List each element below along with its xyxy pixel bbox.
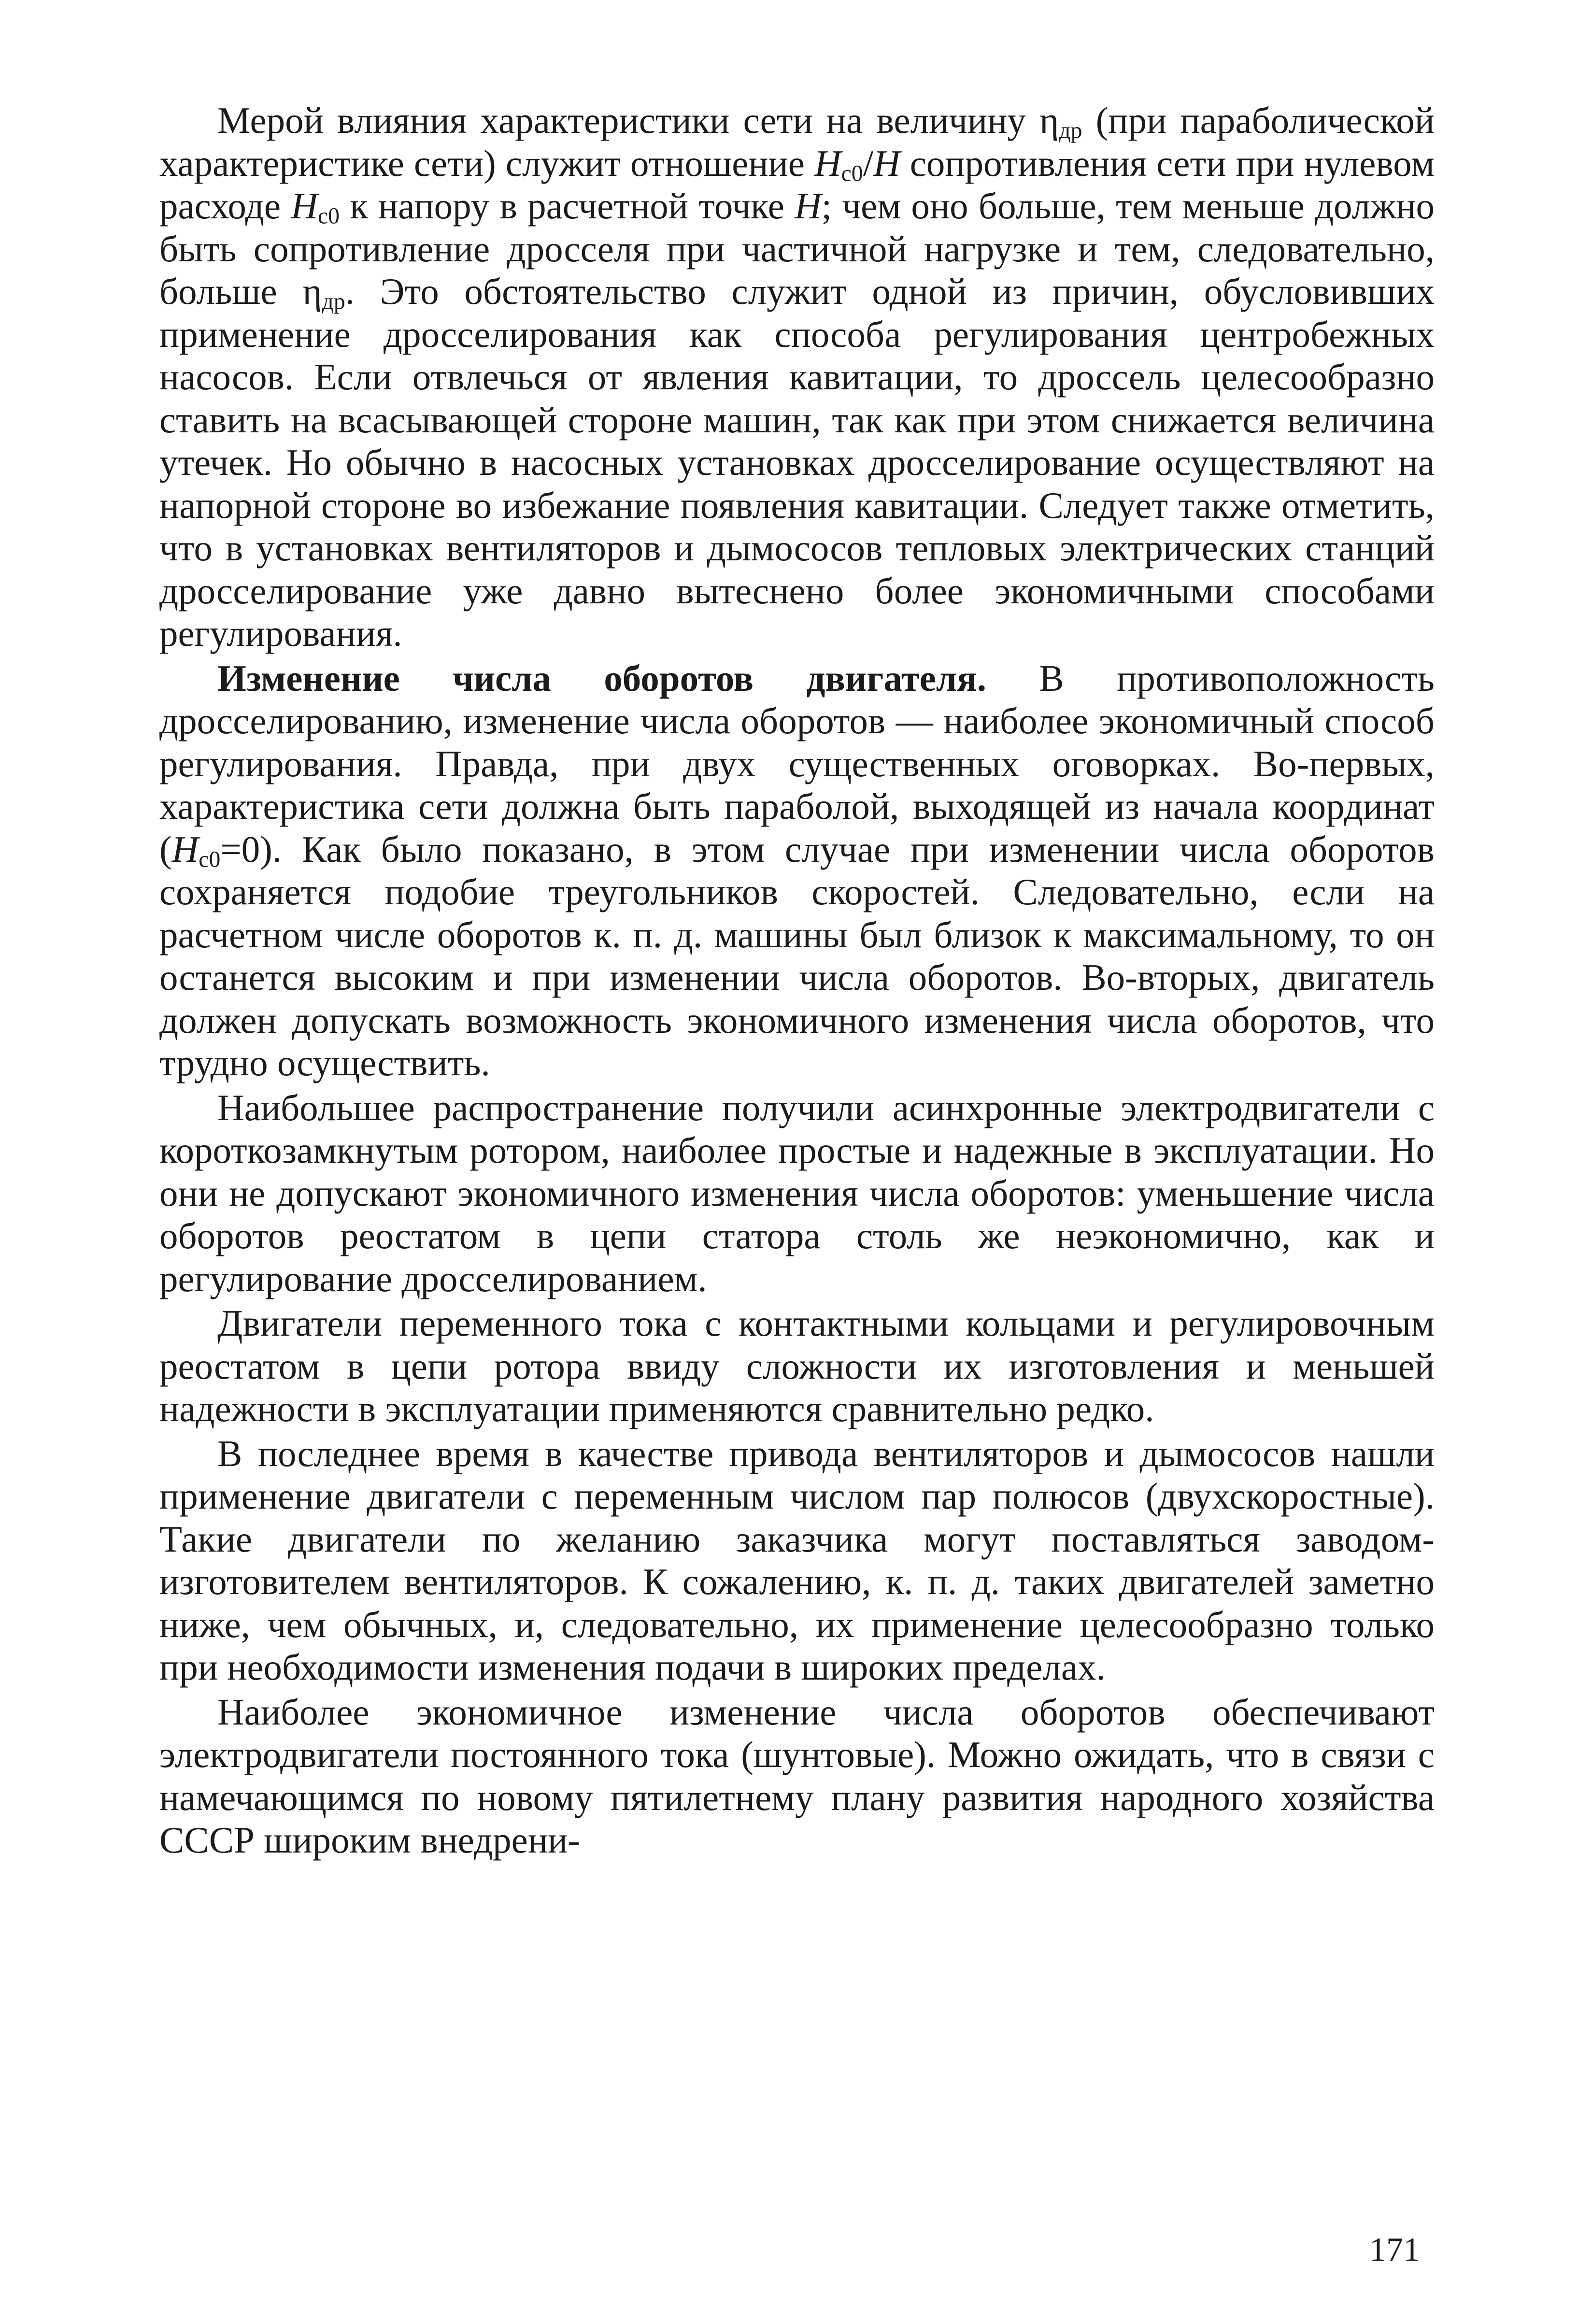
text-run: =0). Как было показано, в этом случае при изменении числа оборотов сохраняется подобие треугольников скоростей. Следовательно, если на расчетном числе оборотов к. п. д. машины был близок к максимальному, то он останется высоким и при изменении числа оборотов. Во-вторых, двигатель должен допускать возможность экономичного изменения числа оборотов, что трудно осуществить. [159, 828, 1435, 1084]
text-run: Наибольшее распространение получили асинхронные электродвигатели с короткозамкнутым ротором, наиболее простые и надежные в эксплуатации. Но они не допускают экономичного изменения числа оборотов: уменьшение числа оборотов реостатом в цепи статора столь же неэкономично, как и регулирование дросселированием. [159, 1086, 1435, 1299]
math-symbol: H [795, 185, 822, 227]
subscript: c0 [199, 846, 221, 872]
paragraph-3 [159, 1086, 1435, 1300]
math-symbol: H [291, 185, 318, 227]
text-run: . Это обстоятельство служит одной из причин, обусловивших применение дросселирования как способа регулирования центробежных насосов. Если отвлечься от явления кавитации, то дроссель целесообразно ставить на всасывающей стороне машин, так как при этом снижается величина утечек. Но обычно в насосных установках дросселирование осуществляют на напорной стороне во избежание появления кавитации. Следует также отметить, что в установках вентиляторов и дымососов тепловых электрических станций дросселирование уже давно вытеснено более экономичными способами регулирования. [159, 271, 1435, 654]
text-run: ; чем оно больше, тем меньше должно быть сопротивление дросселя при частичной нагрузке и тем, следовательно, больше η [159, 185, 1435, 312]
math-symbol: H [171, 828, 199, 870]
text-run: В противоположность дросселированию, изменение числа оборотов — наиболее экономичный способ регулирования. Правда, при двух существенных оговорках. Во-первых, характеристика сети должна быть параболой, выходящей из начала координат ( [159, 657, 1435, 870]
paragraph-2 [159, 657, 1435, 1084]
subscript: c0 [317, 203, 340, 229]
subscript: c0 [841, 160, 863, 186]
paragraph-5 [159, 1432, 1435, 1689]
page-body [159, 99, 1435, 2273]
page-number: 171 [1369, 2231, 1420, 2268]
paragraph-4 [159, 1302, 1435, 1430]
text-run: / [863, 142, 874, 184]
paragraph-6 [159, 1691, 1435, 1862]
text-run: В последнее время в качестве привода вентиляторов и дымососов нашли применение двигатели с переменным числом пар полюсов (двухскоростные). Такие двигатели по желанию заказчика могут поставляться заводом-изготовителем вентиляторов. К сожалению, к. п. д. таких двигателей заметно ниже, чем обычных, и, следовательно, их применение целесообразно только при необходимости изменения подачи в широких пределах. [159, 1432, 1435, 1688]
math-symbol: H [814, 142, 841, 184]
text-run: Мерой влияния характеристики сети на величину η [217, 100, 1059, 141]
paragraph-1 [159, 99, 1435, 655]
text-run: сопротивления сети при нулевом расходе [159, 142, 1435, 227]
text-run: к напору в расчетной точке [340, 185, 795, 227]
subscript: др [322, 288, 345, 314]
section-heading: Изменение числа оборотов двигателя. [217, 657, 986, 699]
math-symbol: H [873, 142, 900, 184]
text-run: (при параболической характеристике сети) служит отношение [159, 100, 1435, 184]
text-run: Двигатели переменного тока с контактными кольцами и регулировочным реостатом в цепи ротора ввиду сложности их изготовления и меньшей надежности в эксплуатации применяются сравнительно редко. [159, 1302, 1435, 1429]
subscript: др [1059, 117, 1082, 143]
text-run: Наиболее экономичное изменение числа оборотов обеспечивают электродвигатели постоянного тока (шунтовые). Можно ожидать, что в связи с намечающимся по новому пятилетнему плану развития народного хозяйства СССР широким внедрени- [159, 1691, 1435, 1861]
